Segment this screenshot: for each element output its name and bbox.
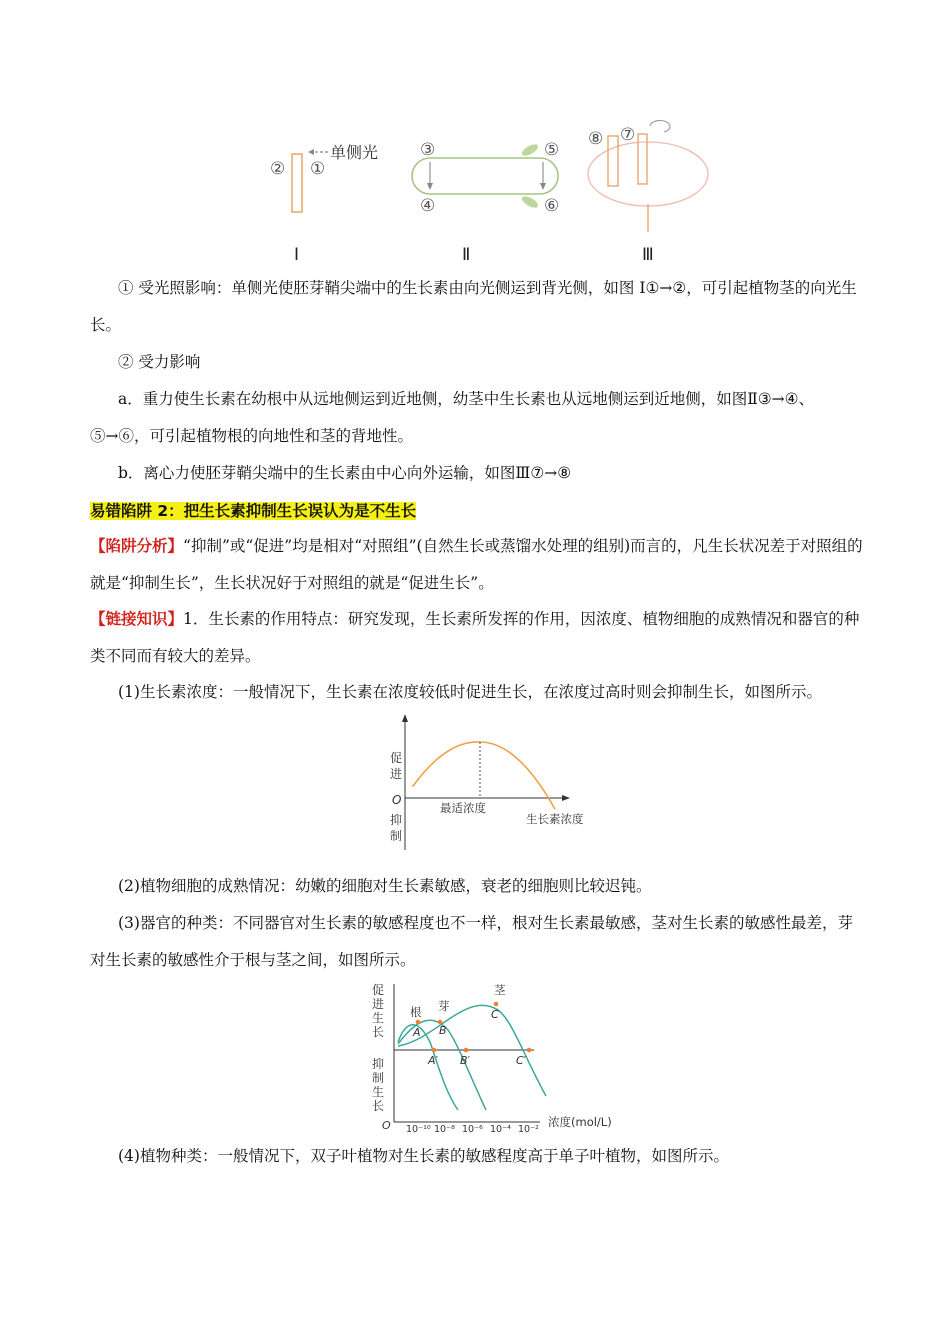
x-tick-label: 10⁻⁴ — [490, 1124, 511, 1132]
label-6: ⑥ — [544, 196, 560, 216]
trap-analysis — [90, 527, 868, 602]
label-2: ② — [270, 159, 286, 179]
y-label-promote-char: 促 — [390, 751, 403, 765]
point-zero-root — [432, 1048, 437, 1053]
link-text: 1．生长素的作用特点：研究发现，生长素所发挥的作用，因浓度、植物细胞的成熟情况和器官的种类不同而有较大的差异。 — [90, 610, 860, 665]
label-4: ④ — [420, 196, 436, 216]
y-label-char: 制 — [372, 1071, 385, 1085]
y-label-promote — [390, 751, 402, 781]
arrow-head-icon — [308, 149, 314, 155]
coleoptile-left — [608, 136, 618, 186]
y-label-char: 生 — [372, 1085, 385, 1099]
x-tick-label: 10⁻² — [518, 1124, 539, 1132]
x-tick-labels — [406, 1124, 539, 1132]
organ-sensitivity-chart — [366, 980, 616, 1132]
point-label-B: B — [439, 1024, 447, 1037]
point-label-C: C — [491, 1008, 499, 1021]
point-label-A: A — [413, 1026, 421, 1039]
auxin-transport-figure — [250, 112, 730, 272]
x-axis-arrow-icon — [562, 795, 570, 801]
arrow-head-icon — [540, 183, 546, 190]
roman-1: Ⅰ — [294, 245, 300, 265]
leaf-icon — [520, 194, 540, 210]
y-label-inhibit-char: 制 — [390, 829, 403, 843]
item-organ-type: (3)器官的种类：不同器官对生长素的敏感程度也不一样，根对生长素最敏感，茎对生长素的敏感性最差，芽对生长素的敏感性介于根与茎之间，如图所示。 — [90, 914, 853, 969]
trap-heading: 易错陷阱 2：把生长素抑制生长误认为是不生长 — [90, 502, 417, 520]
x-axis-label: 生长素浓度 — [526, 812, 584, 826]
figure-part-3 — [588, 121, 708, 265]
series-label-root: 根 — [410, 1005, 422, 1019]
analysis-tag: 【陷阱分析】 — [90, 536, 184, 555]
trap-heading-line — [90, 493, 868, 530]
point-label-A-prime: A′ — [428, 1054, 439, 1067]
rotation-arrow-icon — [650, 121, 670, 132]
y-label-inhibit — [372, 1056, 384, 1113]
x-tick-label: 10⁻⁶ — [462, 1124, 483, 1132]
series-label-bud: 芽 — [438, 999, 450, 1013]
coleoptile-shape — [292, 154, 302, 212]
roman-3: Ⅲ — [642, 245, 654, 265]
label-5: ⑤ — [544, 140, 560, 160]
paragraph-gravity: a．重力使生长素在幼根中从远地侧运到近地侧，幼茎中生长素也从远地侧运到近地侧，如图Ⅱ③→④、⑤→⑥，可引起植物根的向地性和茎的背地性。 — [90, 390, 815, 445]
y-label-inhibit-char: 抑 — [390, 813, 403, 827]
link-tag: 【链接知识】 — [90, 609, 184, 628]
paragraph-force-effect: ② 受力影响 — [118, 353, 201, 371]
roman-2: Ⅱ — [462, 245, 471, 265]
series-label-stem: 茎 — [494, 983, 506, 997]
y-label-char: 抑 — [372, 1057, 385, 1071]
y-axis-arrow-icon — [402, 714, 408, 722]
leaf-icon — [520, 142, 540, 158]
concentration-effect-chart — [380, 712, 600, 854]
y-label-promote — [372, 983, 384, 1039]
rotating-disc — [588, 142, 708, 206]
figure-part-1 — [270, 143, 378, 265]
origin-label: O — [382, 1119, 391, 1132]
paragraph-light-effect: ① 受光照影响：单侧光使胚芽鞘尖端中的生长素由向光侧运到背光侧，如图 Ⅰ①→②，可引起植物茎的向光生长。 — [90, 279, 857, 334]
point-peak-root — [416, 1020, 421, 1025]
item-cell-maturity: (2)植物细胞的成熟情况：幼嫩的细胞对生长素敏感，衰老的细胞则比较迟钝。 — [118, 877, 652, 895]
y-label-char: 促 — [372, 983, 385, 997]
analysis-text: “抑制”或“促进”均是相对“对照组”(自然生长或蒸馏水处理的组别)而言的，凡生长状况差于对照组的就是“抑制生长”，生长状况好于对照组的就是“促进生长”。 — [90, 537, 863, 592]
point-zero-bud — [464, 1048, 469, 1053]
point-zero-stem — [527, 1048, 532, 1053]
point-label-C-prime: C′ — [516, 1054, 527, 1067]
paragraph-centrifugal: b．离心力使胚芽鞘尖端中的生长素由中心向外运输，如图Ⅲ⑦→⑧ — [118, 464, 572, 482]
y-label-promote-char: 进 — [390, 767, 403, 781]
x-axis-label: 浓度(mol/L) — [548, 1115, 612, 1129]
y-label-inhibit — [390, 812, 402, 843]
y-label-char: 生 — [372, 1011, 385, 1025]
link-knowledge — [90, 600, 868, 675]
growth-curve — [413, 742, 556, 809]
item-plant-type: (4)植物种类：一般情况下，双子叶植物对生长素的敏感程度高于单子叶植物，如图所示。 — [118, 1147, 729, 1165]
root-curve — [398, 1025, 458, 1110]
label-8: ⑧ — [588, 129, 604, 149]
y-label-char: 进 — [372, 997, 385, 1011]
label-1: ① — [310, 159, 326, 179]
label-7: ⑦ — [620, 125, 636, 145]
item-concentration: (1)生长素浓度：一般情况下，生长素在浓度较低时促进生长，在浓度过高时则会抑制生长，如图所示。 — [118, 683, 822, 701]
point-label-B-prime: B′ — [460, 1054, 471, 1067]
point-peak-stem — [494, 1002, 499, 1007]
arrow-head-icon — [427, 183, 433, 190]
y-label-char: 长 — [372, 1099, 385, 1113]
figure-part-2 — [408, 140, 559, 265]
x-tick-label: 10⁻¹⁰ — [406, 1124, 431, 1132]
label-3: ③ — [420, 140, 436, 160]
origin-label: O — [392, 793, 402, 807]
optimum-label: 最适浓度 — [440, 801, 486, 815]
seedling-outline — [412, 158, 558, 194]
y-label-char: 长 — [372, 1025, 385, 1039]
light-label: 单侧光 — [330, 143, 379, 162]
x-tick-label: 10⁻⁸ — [434, 1124, 455, 1132]
